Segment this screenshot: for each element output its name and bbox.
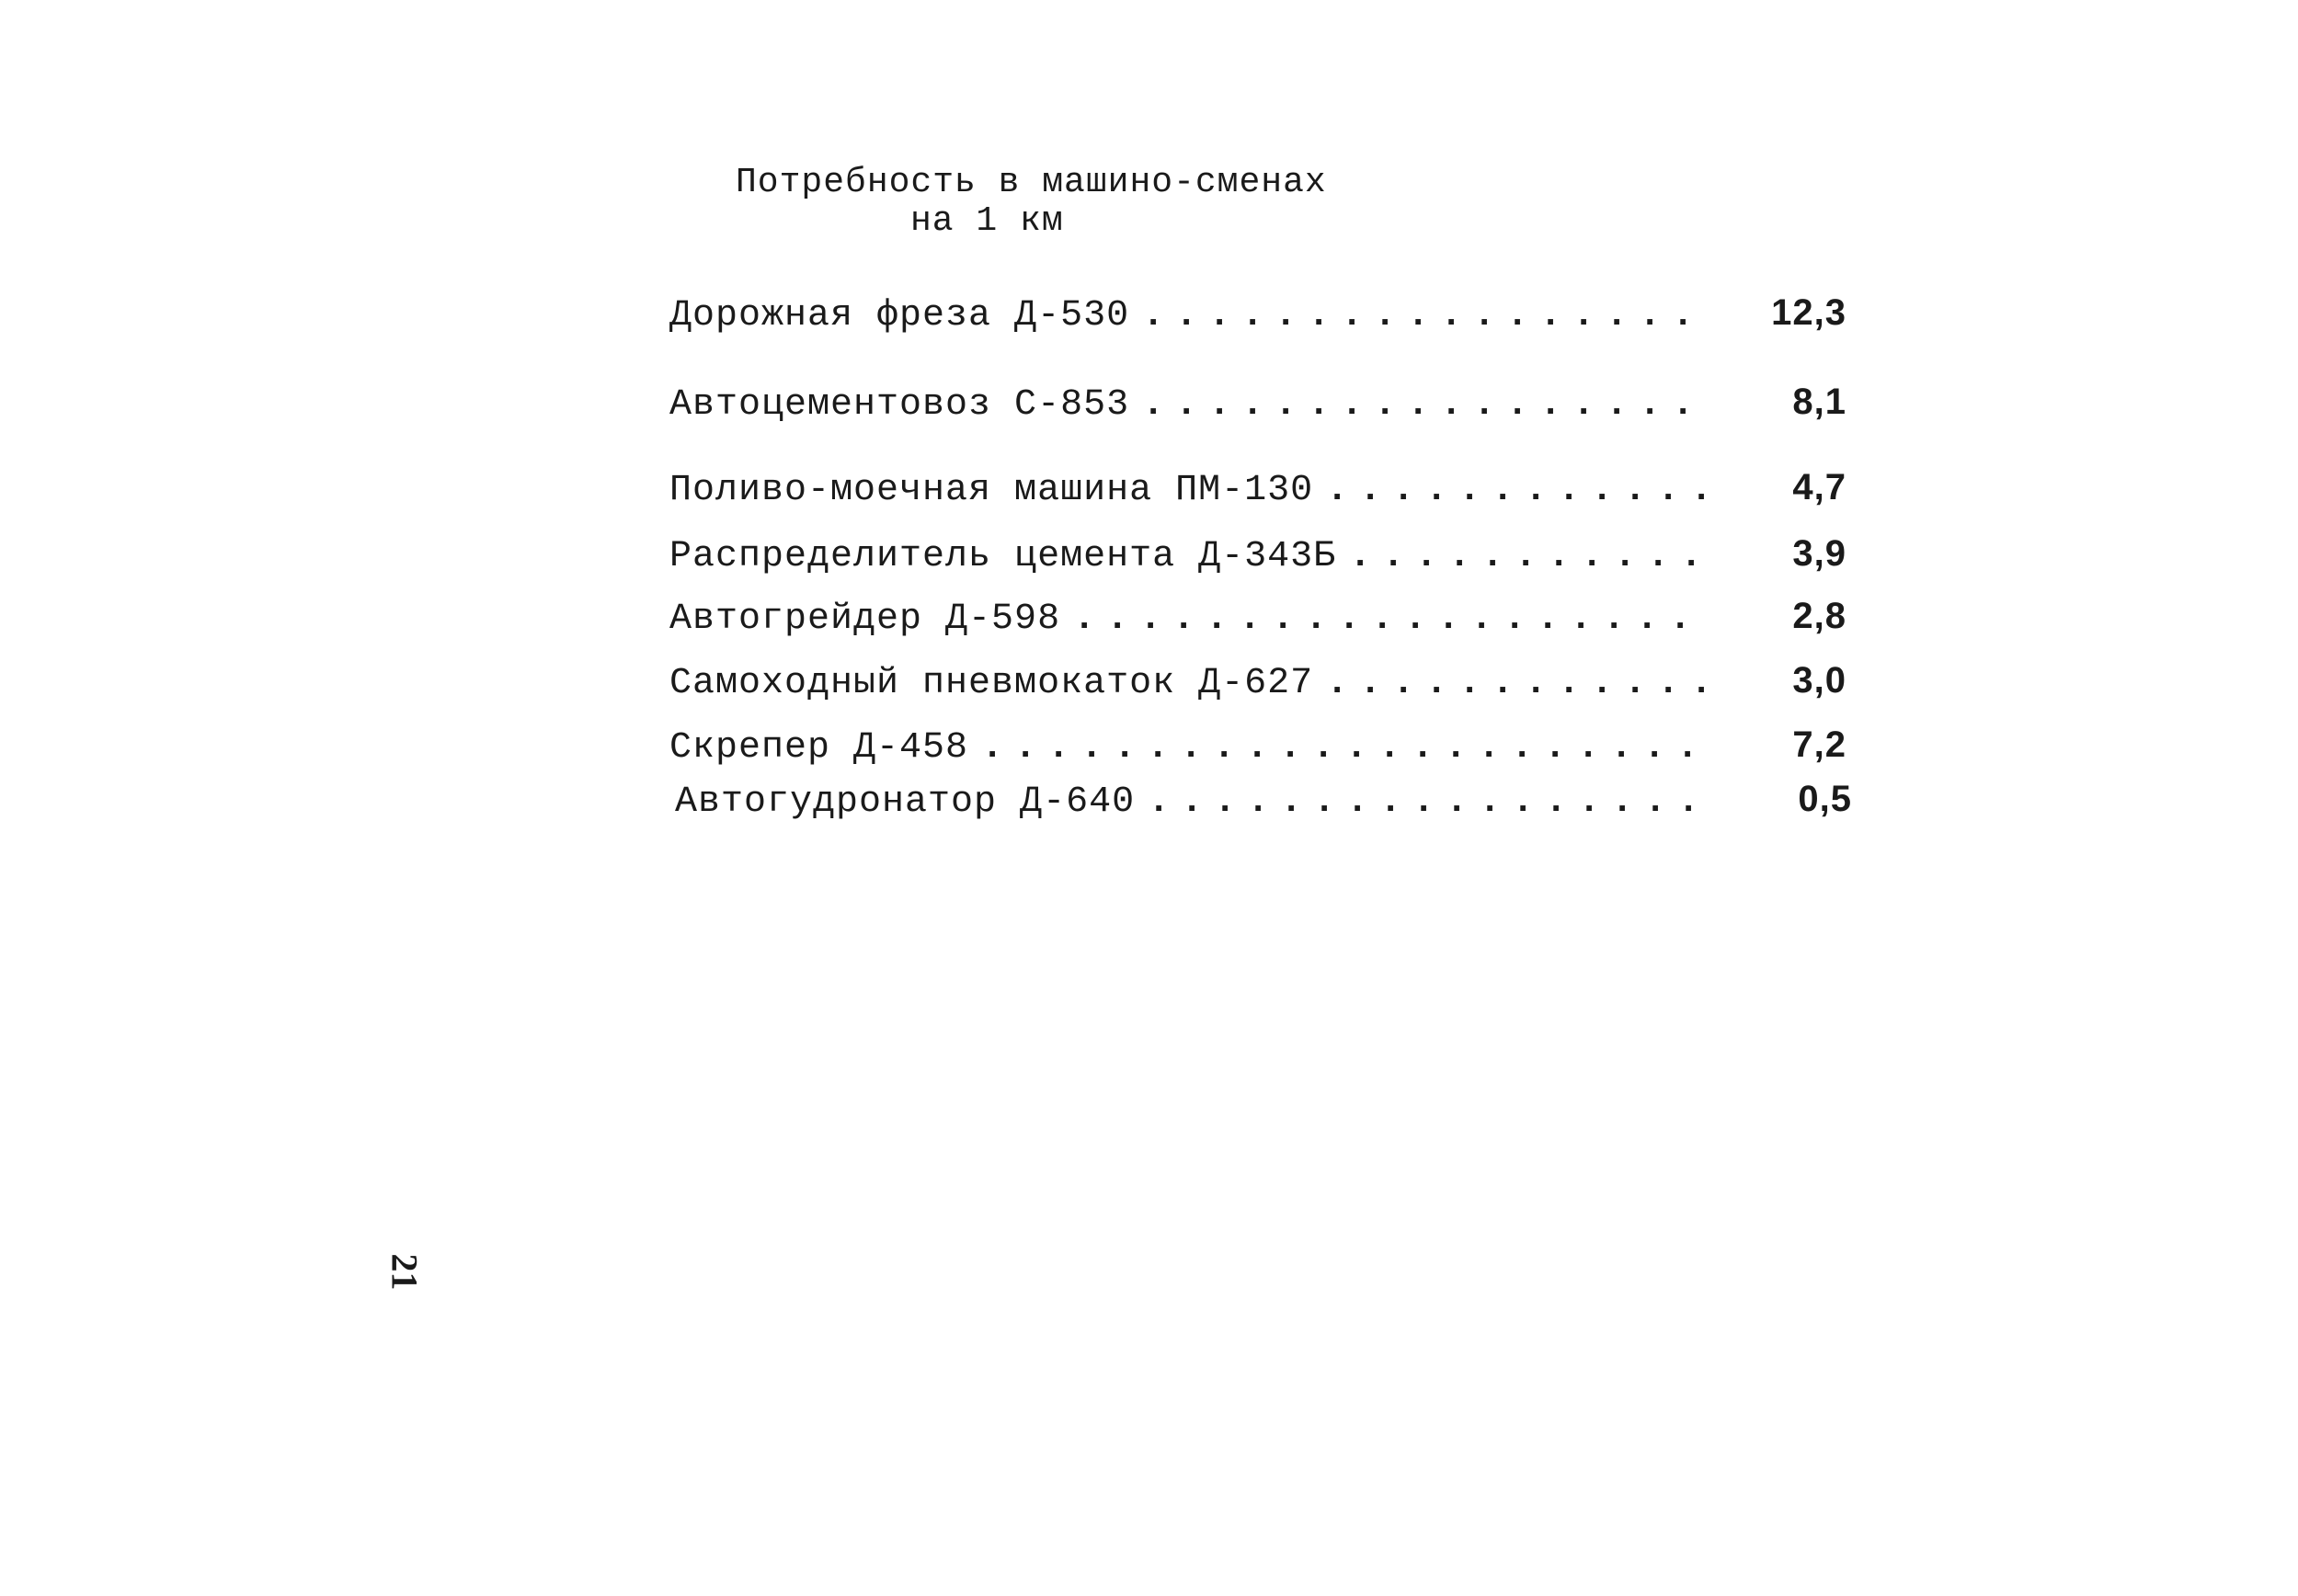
list-item xyxy=(669,533,1846,579)
machine-shifts-value: 0,5 xyxy=(1798,779,1852,819)
machine-shifts-value: 3,9 xyxy=(1792,533,1846,574)
dot-leader xyxy=(1336,536,1709,577)
dot-leader xyxy=(1313,663,1709,704)
machine-list xyxy=(669,0,1852,919)
list-item xyxy=(669,596,1846,642)
machine-name: Поливо-моечная машина ПМ-130 xyxy=(669,470,1314,511)
list-item xyxy=(669,724,1846,770)
machine-shifts-value: 12,3 xyxy=(1771,292,1846,333)
dot-leader xyxy=(1135,781,1714,823)
machine-name: Самоходный пневмокаток Д-627 xyxy=(669,663,1314,704)
machine-shifts-value: 3,0 xyxy=(1792,660,1846,701)
machine-name: Автогрейдер Д-598 xyxy=(669,598,1061,640)
list-item xyxy=(669,660,1846,706)
heading-line-1: Потребность в машино-сменах xyxy=(736,163,1327,202)
list-item xyxy=(669,467,1846,513)
machine-name: Скрепер Д-458 xyxy=(669,727,969,769)
dot-leader xyxy=(1060,598,1709,640)
machine-shifts-value: 2,8 xyxy=(1792,596,1846,636)
machine-shifts-value: 4,7 xyxy=(1792,467,1846,507)
dot-leader xyxy=(1313,470,1709,511)
machine-name: Автоцементовоз С-853 xyxy=(669,384,1130,426)
list-item xyxy=(675,779,1852,825)
list-item xyxy=(669,382,1846,428)
dot-leader xyxy=(968,727,1709,769)
machine-name: Автогудронатор Д-640 xyxy=(675,781,1136,823)
dot-leader xyxy=(1129,295,1709,336)
machine-shifts-value: 8,1 xyxy=(1792,382,1846,422)
machine-name: Дорожная фреза Д-530 xyxy=(669,295,1130,336)
dot-leader xyxy=(1129,384,1709,426)
list-item xyxy=(669,292,1846,338)
heading-line-2: на 1 км xyxy=(910,201,1064,241)
page-number: 21 xyxy=(383,1253,426,1291)
machine-name: Распределитель цемента Д-343Б xyxy=(669,536,1337,577)
machine-shifts-value: 7,2 xyxy=(1792,724,1846,765)
